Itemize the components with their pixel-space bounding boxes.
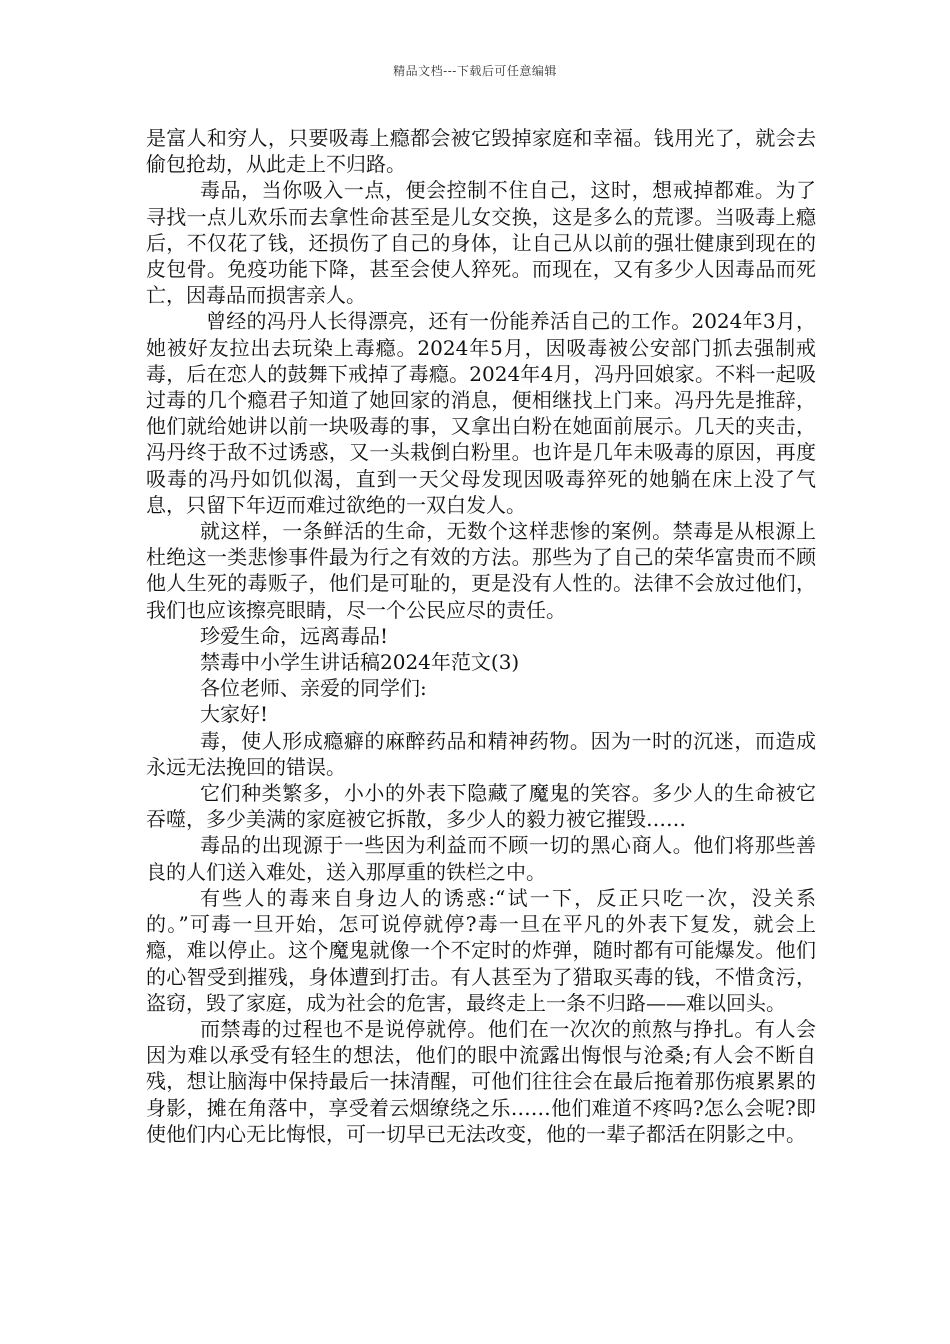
paragraph: 是富人和穷人，只要吸毒上瘾都会被它毁掉家庭和幸福。钱用光了，就会去偷包抢劫，从此走上不归路。 <box>146 126 816 177</box>
paragraph: 它们种类繁多，小小的外表下隐藏了魔鬼的笑容。多少人的生命被它吞噬，多少美满的家庭被它拆散，多少人的毅力被它摧毁…… <box>146 781 816 832</box>
salutation: 各位老师、亲爱的同学们: <box>200 676 427 701</box>
greeting: 大家好! <box>200 702 269 727</box>
paragraph: 毒品的出现源于一些因为利益而不顾一切的黑心商人。他们将那些善良的人们送入难处，送入那厚重的铁栏之中。 <box>146 833 816 884</box>
paragraph: 曾经的冯丹人长得漂亮，还有一份能养活自己的工作。2024年3月，她被好友拉出去玩染上毒瘾。2024年5月，因吸毒被公安部门抓去强制戒毒，后在恋人的鼓舞下戒掉了毒瘾。2024年4月，冯丹回娘家。不料一起吸过毒的几个瘾君子知道了她回家的消息，便相继找上门来。冯丹先是推辞，他们就给她讲以前一块吸毒的事，又拿出白粉在她面前展示。几天的夹击，冯丹终于敌不过诱惑，又一头栽倒白粉里。也许是几年未吸毒的原因，再度吸毒的冯丹如饥似渴，直到一天父母发现因吸毒猝死的她躺在床上没了气息，只留下年迈而难过欲绝的一双白发人。 <box>146 309 816 517</box>
section-title: 禁毒中小学生讲话稿2024年范文(3) <box>200 650 520 675</box>
paragraph: 而禁毒的过程也不是说停就停。他们在一次次的煎熬与挣扎。有人会因为难以承受有轻生的想法，他们的眼中流露出悔恨与沧桑;有人会不断自残，想让脑海中保持最后一抹清醒，可他们往往会在最后拖着那伤痕累累的身影，摊在角落中，享受着云烟缭绕之乐……他们难道不疼吗?怎么会呢?即使他们内心无比悔恨，可一切早已无法改变，他的一辈子都活在阴影之中。 <box>146 1016 816 1146</box>
paragraph: 就这样，一条鲜活的生命，无数个这样悲惨的案例。禁毒是从根源上杜绝这一类悲惨事件最为行之有效的方法。那些为了自己的荣华富贵而不顾他人生死的毒贩子，他们是可耻的，更是没有人性的。法律不会放过他们，我们也应该擦亮眼睛，尽一个公民应尽的责任。 <box>146 519 816 622</box>
paragraph: 毒，使人形成瘾癖的麻醉药品和精神药物。因为一时的沉迷，而造成永远无法挽回的错误。 <box>146 728 816 779</box>
paragraph: 毒品，当你吸入一点，便会控制不住自己，这时，想戒掉都难。为了寻找一点儿欢乐而去拿性命甚至是儿女交换，这是多么的荒谬。当吸毒上瘾后，不仅花了钱，还损伤了自己的身体，让自己从以前的强壮健康到现在的皮包骨。免疫功能下降，甚至会使人猝死。而现在，又有多少人因毒品而死亡，因毒品而损害亲人。 <box>146 178 816 308</box>
document-body <box>146 125 816 1147</box>
paragraph: 珍爱生命，远离毒品! <box>200 623 389 648</box>
page-header: 精品文档---下载后可任意编辑 <box>393 64 557 78</box>
paragraph: 有些人的毒来自身边人的诱惑:“试一下，反正只吃一次，没关系的。”可毒一旦开始，怎可说停就停?毒一旦在平凡的外表下复发，就会上瘾，难以停止。这个魔鬼就像一个不定时的炸弹，随时都有可能爆发。他们的心智受到摧残，身体遭到打击。有人甚至为了猎取买毒的钱，不惜贪污，盗窃，毁了家庭，成为社会的危害，最终走上一条不归路——难以回头。 <box>146 885 816 1015</box>
